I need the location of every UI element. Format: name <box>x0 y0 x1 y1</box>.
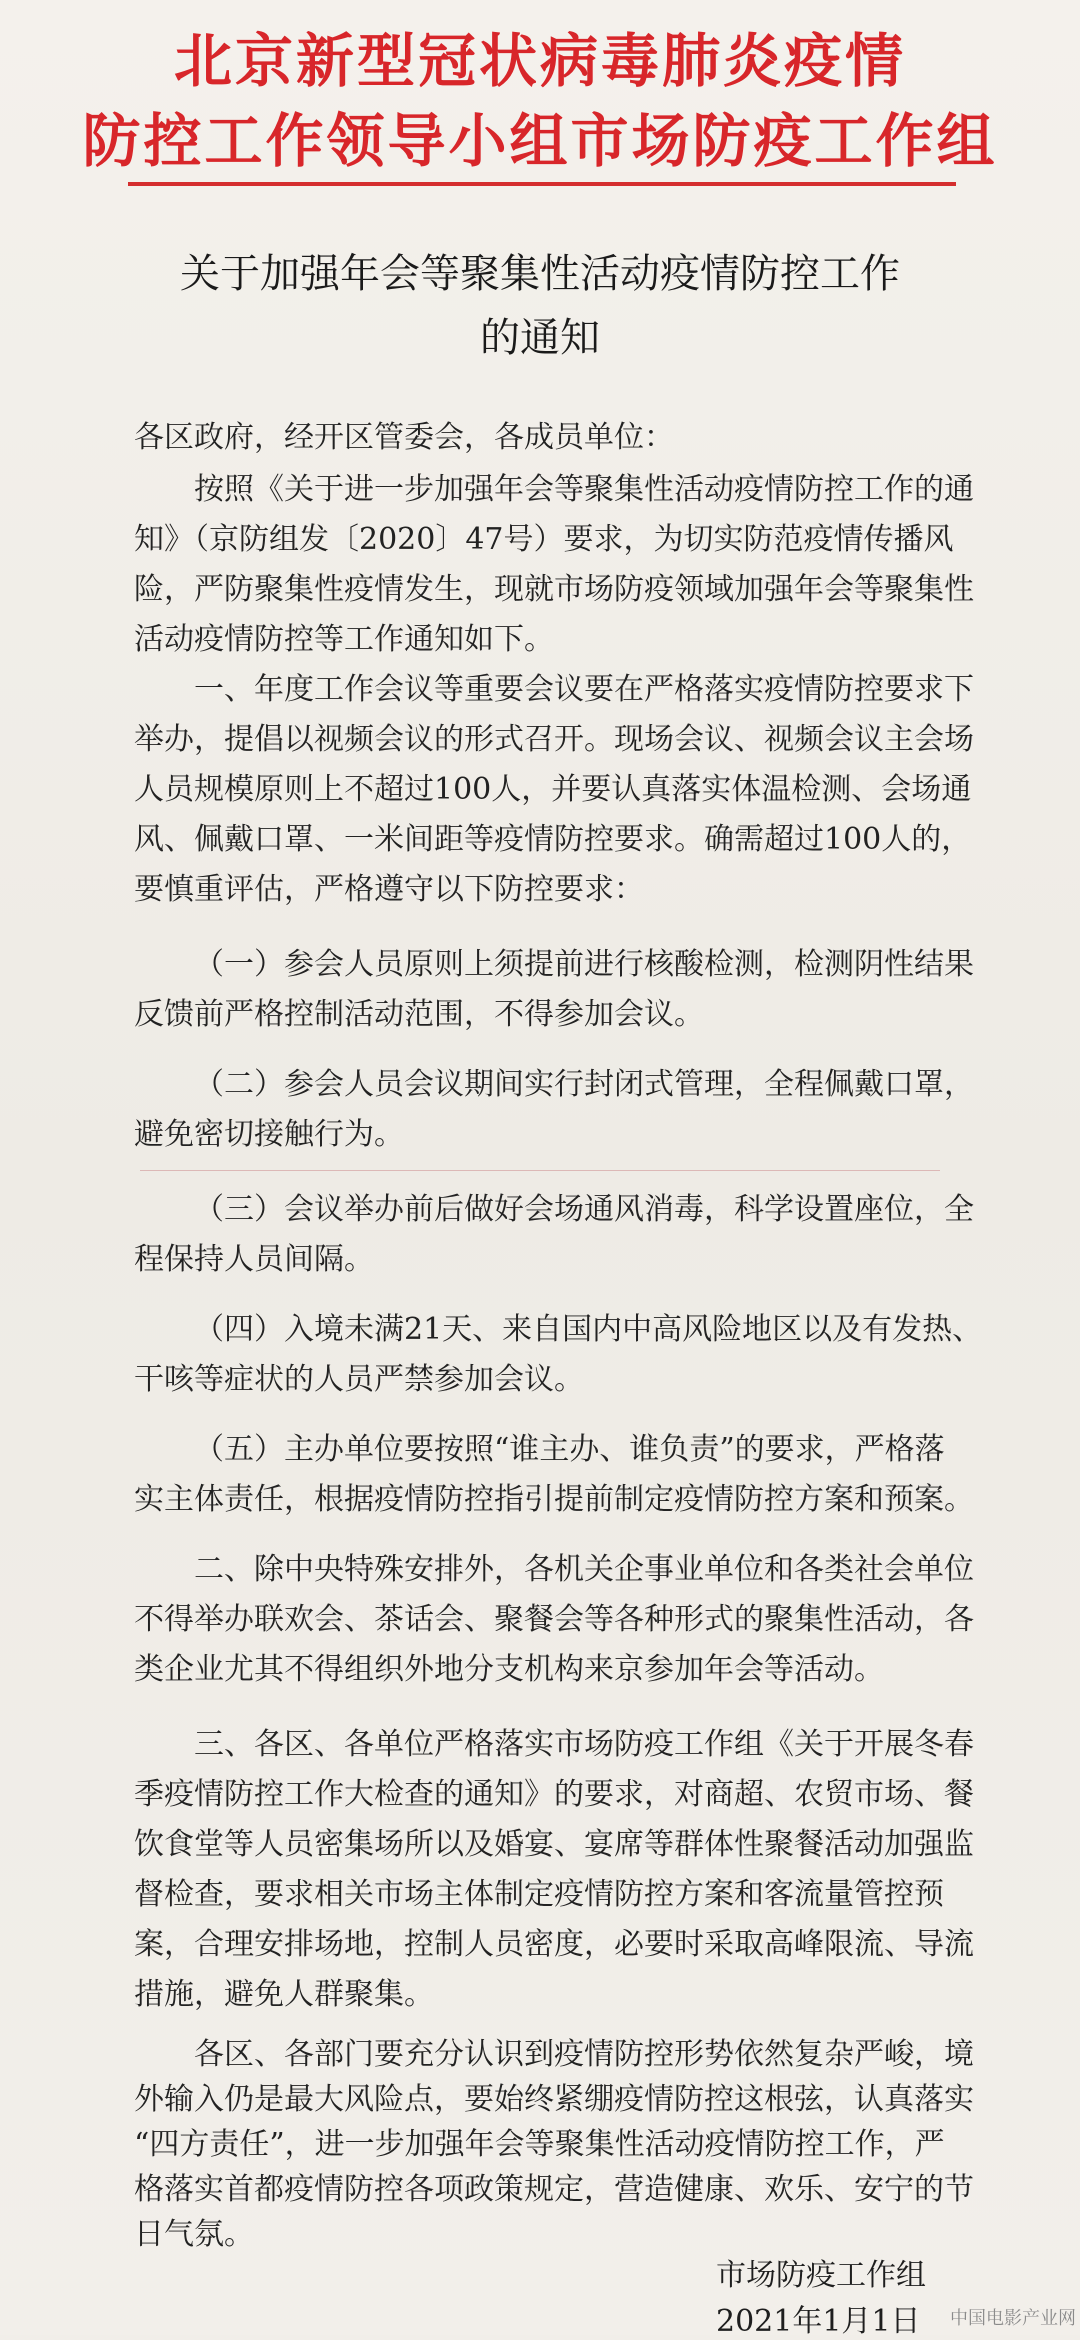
body-line: 险，严防聚集性疫情发生，现就市场防疫领域加强年会等聚集性 <box>134 572 974 607</box>
body-line: 日气氛。 <box>134 2217 254 2252</box>
page-divider <box>140 1170 940 1171</box>
body-line: 不得举办联欢会、茶话会、聚餐会等各种形式的聚集性活动，各 <box>134 1602 974 1637</box>
body-line: 举办，提倡以视频会议的形式召开。现场会议、视频会议主会场 <box>134 722 974 757</box>
body-line: （二）参会人员会议期间实行封闭式管理，全程佩戴口罩， <box>194 1067 974 1102</box>
body-line: 三、各区、各单位严格落实市场防疫工作组《关于开展冬春 <box>194 1727 974 1762</box>
body-line: 案，合理安排场地，控制人员密度，必要时采取高峰限流、导流 <box>134 1927 974 1962</box>
body-line: 季疫情防控工作大检查的通知》的要求，对商超、农贸市场、餐 <box>134 1777 974 1812</box>
body-line: 二、除中央特殊安排外，各机关企事业单位和各类社会单位 <box>194 1552 974 1587</box>
body-line: 反馈前严格控制活动范围，不得参加会议。 <box>134 997 704 1032</box>
body-line: 实主体责任，根据疫情防控指引提前制定疫情防控方案和预案。 <box>134 1482 974 1517</box>
body-line: 干咳等症状的人员严禁参加会议。 <box>134 1362 584 1397</box>
body-line: （四）入境未满21天、来自国内中高风险地区以及有发热、 <box>194 1312 983 1347</box>
red-header-rule <box>128 182 956 186</box>
body-line: 各区、各部门要充分认识到疫情防控形势依然复杂严峻，境 <box>194 2037 974 2072</box>
body-line: 避免密切接触行为。 <box>134 1117 404 1152</box>
body-line: （五）主办单位要按照“谁主办、谁负责”的要求，严格落 <box>194 1432 945 1467</box>
body-line: 活动疫情防控等工作通知如下。 <box>134 622 554 657</box>
body-line: 一、年度工作会议等重要会议要在严格落实疫情防控要求下 <box>194 672 974 707</box>
notice-title-line-2: 的通知 <box>480 315 600 361</box>
body-line: 督检查，要求相关市场主体制定疫情防控方案和客流量管控预 <box>134 1877 944 1912</box>
source-watermark: 中国电影产业网 <box>950 2308 1076 2329</box>
body-line: 饮食堂等人员密集场所以及婚宴、宴席等群体性聚餐活动加强监 <box>134 1827 974 1862</box>
body-line: 措施，避免人群聚集。 <box>134 1977 434 2012</box>
body-line: 格落实首都疫情防控各项政策规定，营造健康、欢乐、安宁的节 <box>134 2172 974 2207</box>
body-line: 人员规模原则上不超过100人，并要认真落实体温检测、会场通 <box>134 772 972 807</box>
salutation: 各区政府，经开区管委会，各成员单位： <box>134 420 674 455</box>
body-line: 类企业尤其不得组织外地分支机构来京参加年会等活动。 <box>134 1652 884 1687</box>
body-line: 风、佩戴口罩、一米间距等疫情防控要求。确需超过100人的， <box>134 822 972 857</box>
issuer-header-line-2: 防控工作领导小组市场防疫工作组 <box>82 107 998 175</box>
body-line: 要慎重评估，严格遵守以下防控要求： <box>134 872 644 907</box>
notice-title-line-1: 关于加强年会等聚集性活动疫情防控工作 <box>180 251 900 297</box>
body-line: 按照《关于进一步加强年会等聚集性活动疫情防控工作的通 <box>194 472 974 507</box>
body-line: （三）会议举办前后做好会场通风消毒，科学设置座位，全 <box>194 1192 974 1227</box>
body-line: 知》（京防组发〔2020〕47号）要求，为切实防范疫情传播风 <box>134 522 954 557</box>
signature-date: 2021年1月1日 <box>716 2304 921 2339</box>
body-line: 外输入仍是最大风险点，要始终紧绷疫情防控这根弦，认真落实 <box>134 2082 974 2117</box>
body-line: （一）参会人员原则上须提前进行核酸检测，检测阴性结果 <box>194 947 974 982</box>
signature-organization: 市场防疫工作组 <box>716 2258 926 2293</box>
issuer-header-line-1: 北京新型冠状病毒肺炎疫情 <box>173 27 906 95</box>
body-line: 程保持人员间隔。 <box>134 1242 374 1277</box>
body-line: “四方责任”，进一步加强年会等聚集性活动疫情防控工作，严 <box>134 2127 945 2162</box>
